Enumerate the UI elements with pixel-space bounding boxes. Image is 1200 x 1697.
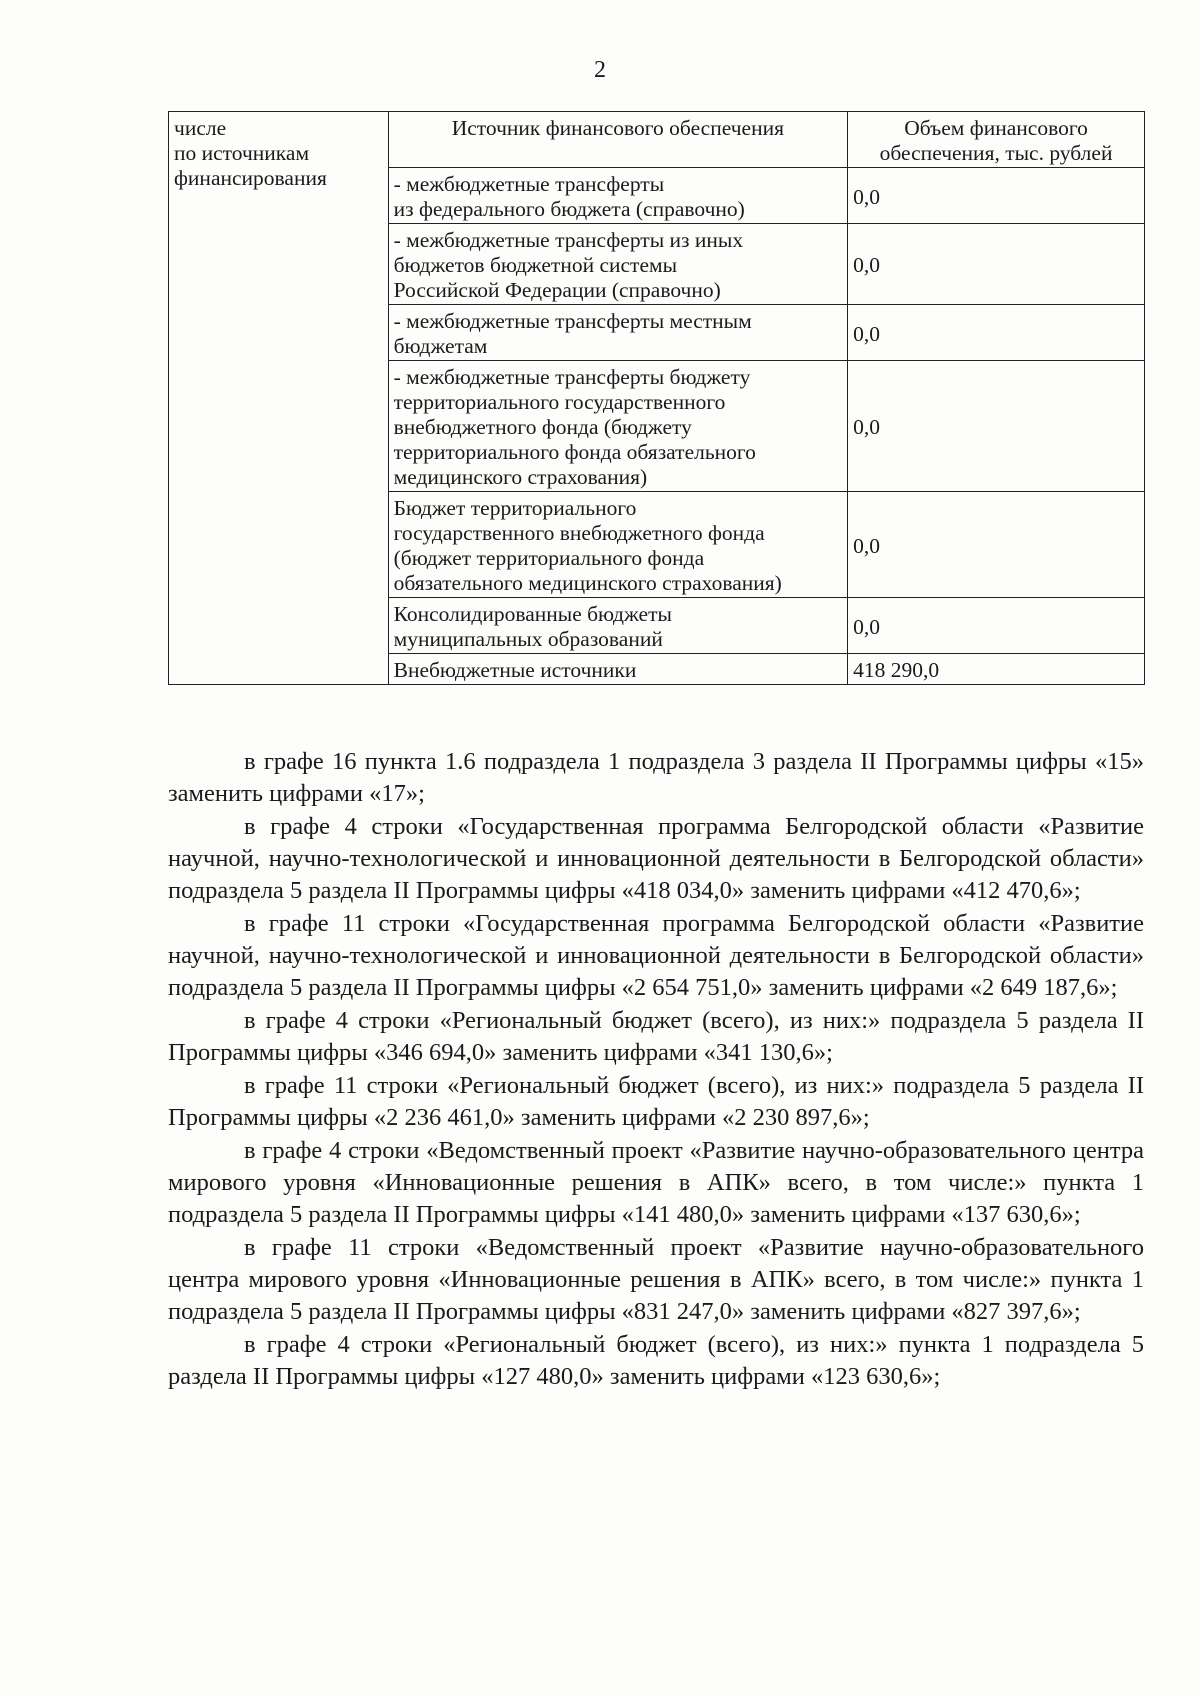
table-header-row	[169, 112, 1145, 168]
amendment-paragraph: в графе 4 строки «Ведомственный проект «Развитие научно-образовательного центра мирового уровня «Инновационные решения в АПК» всего, в том числе:» пункта 1 подраздела 5 раздела II Программы цифры «141 480,0» заменить цифрами «137 630,6»;	[168, 1137, 1144, 1228]
source-cell	[388, 492, 848, 598]
source-line: Российской Федерации (справочно)	[393, 278, 721, 302]
source-cell	[388, 654, 848, 685]
row-label-line: финансирования	[174, 166, 327, 190]
amount-cell: 0,0	[848, 361, 1145, 492]
amendment-paragraph: в графе 16 пункта 1.6 подраздела 1 подраздела 3 раздела II Программы цифры «15» заменить цифрами «17»;	[168, 748, 1144, 807]
amendment-paragraph: в графе 4 строки «Региональный бюджет (всего), из них:» пункта 1 подраздела 5 раздела II Программы цифры «127 480,0» заменить цифрами «123 630,6»;	[168, 1331, 1144, 1390]
financing-table	[168, 111, 1145, 685]
source-line: территориального государственного	[393, 390, 726, 414]
source-cell	[388, 168, 848, 224]
source-line: муниципальных образований	[393, 627, 663, 651]
source-line: бюджетов бюджетной системы	[393, 253, 678, 277]
amount-cell: 0,0	[848, 598, 1145, 654]
amount-cell: 0,0	[848, 224, 1145, 305]
row-label-line: по источникам	[174, 141, 310, 165]
source-cell	[388, 361, 848, 492]
source-line: государственного внебюджетного фонда	[393, 521, 765, 545]
header-source: Источник финансового обеспечения	[388, 112, 848, 168]
source-line: Консолидированные бюджеты	[393, 602, 672, 626]
source-cell	[388, 305, 848, 361]
header-amount	[848, 112, 1145, 168]
header-amount-line: обеспечения, тыс. рублей	[879, 141, 1113, 165]
source-line: - межбюджетные трансферты бюджету	[393, 365, 751, 389]
amount-cell: 418 290,0	[848, 654, 1145, 685]
source-cell	[388, 598, 848, 654]
page-number: 2	[594, 57, 606, 83]
amount-cell: 0,0	[848, 168, 1145, 224]
row-label-cell	[169, 112, 389, 685]
source-line: Внебюджетные источники	[393, 658, 637, 682]
row-label-line: числе	[174, 116, 227, 140]
amendment-paragraph: в графе 4 строки «Региональный бюджет (всего), из них:» подраздела 5 раздела II Программы цифры «346 694,0» заменить цифрами «341 130,6»;	[168, 1007, 1144, 1066]
amount-cell: 0,0	[848, 492, 1145, 598]
amendment-paragraph: в графе 4 строки «Государственная программа Белгородской области «Развитие научной, научно-технологической и инновационной деятельности в Белгородской области» подраздела 5 раздела II Программы цифры «418 034,0» заменить цифрами «412 470,6»;	[168, 813, 1144, 904]
source-line: из федерального бюджета (справочно)	[393, 197, 745, 221]
source-line: обязательного медицинского страхования)	[393, 571, 782, 595]
source-line: территориального фонда обязательного	[393, 440, 756, 464]
source-line: Бюджет территориального	[393, 496, 637, 520]
amount-cell: 0,0	[848, 305, 1145, 361]
amendment-paragraph: в графе 11 строки «Государственная программа Белгородской области «Развитие научной, научно-технологической и инновационной деятельности в Белгородской области» подраздела 5 раздела II Программы цифры «2 654 751,0» заменить цифрами «2 649 187,6»;	[168, 910, 1144, 1001]
source-line: (бюджет территориального фонда	[393, 546, 705, 570]
source-line: медицинского страхования)	[393, 465, 648, 489]
amendments-text	[168, 746, 1144, 1394]
source-line: - межбюджетные трансферты местным	[393, 309, 752, 333]
source-line: бюджетам	[393, 334, 488, 358]
source-line: внебюджетного фонда (бюджету	[393, 415, 692, 439]
header-amount-line: Объем финансового	[904, 116, 1088, 140]
source-line: - межбюджетные трансферты из иных	[393, 228, 744, 252]
source-cell	[388, 224, 848, 305]
amendment-paragraph: в графе 11 строки «Региональный бюджет (всего), из них:» подраздела 5 раздела II Программы цифры «2 236 461,0» заменить цифрами «2 230 897,6»;	[168, 1072, 1144, 1131]
source-line: - межбюджетные трансферты	[393, 172, 665, 196]
amendment-paragraph: в графе 11 строки «Ведомственный проект «Развитие научно-образовательного центра мирового уровня «Инновационные решения в АПК» всего, в том числе:» пункта 1 подраздела 5 раздела II Программы цифры «831 247,0» заменить цифрами «827 397,6»;	[168, 1234, 1144, 1325]
